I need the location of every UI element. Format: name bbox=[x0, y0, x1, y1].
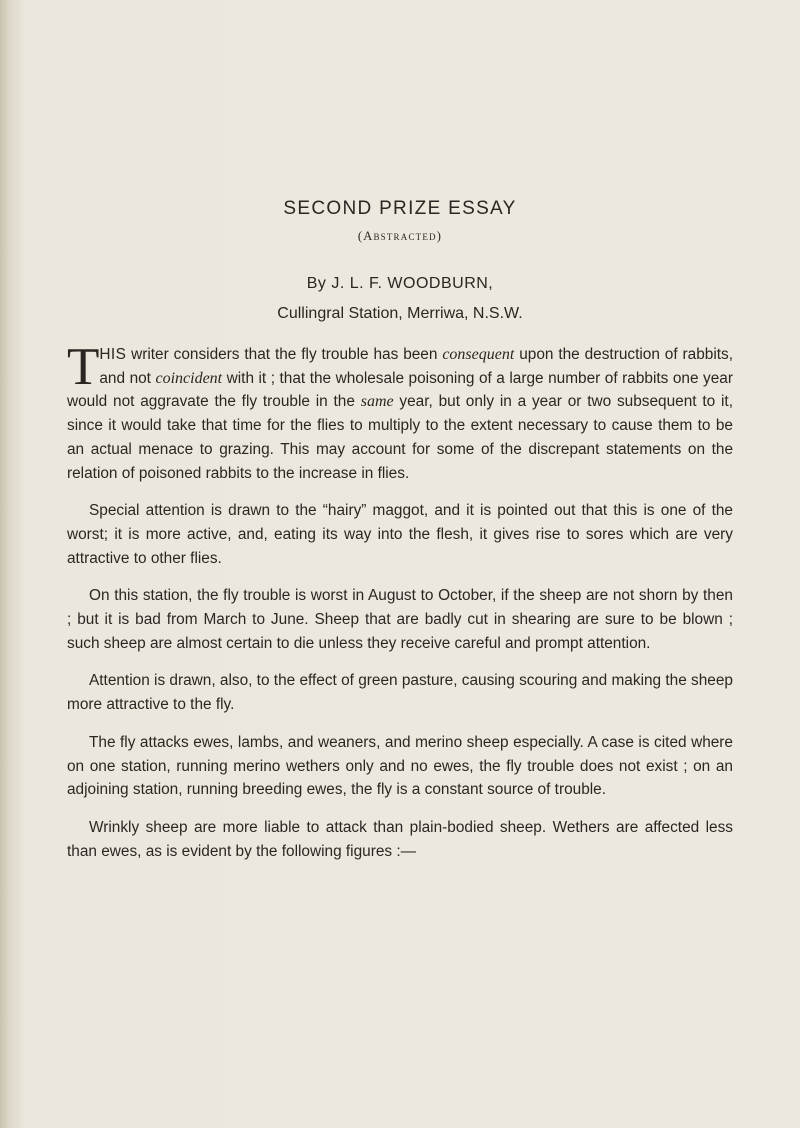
paragraph-1-text-a: writer considers that the fly trouble has been bbox=[126, 346, 443, 363]
author-byline: By J. L. F. WOODBURN, bbox=[306, 275, 494, 292]
paragraph-1 bbox=[67, 338, 733, 485]
paragraph-1-text-d: year, but only in a year or two subsequent to it, since it would take that time for the flies to multiply to the extent necessary to cause them to be an actual menace to grazing. This may account for some of the discrepant statements on the relation of poisoned rabbits to the increase in flies. bbox=[67, 393, 733, 482]
paragraph-6: Wrinkly sheep are more liable to attack than plain-bodied sheep. Wethers are affected less than ewes, as is evident by the following figures :— bbox=[67, 818, 733, 860]
paragraph-1-text-c: with it ; that the wholesale poisoning of a large number of rabbits one year would not aggravate the fly trouble in the bbox=[67, 369, 733, 411]
paragraph-3: On this station, the fly trouble is worst in August to October, if the sheep are not shorn by then ; but it is bad from March to June. Sheep that are badly cut in shearing are sure to be blown ; such sheep are almost certain to die unless they receive careful and prompt attention. bbox=[67, 587, 733, 652]
essay-body bbox=[67, 338, 733, 863]
paragraph-1-caps: HIS bbox=[99, 346, 127, 363]
paragraph-1-text-b: upon the destruction of rabbits, and not bbox=[99, 346, 733, 387]
author-affiliation: Cullingral Station, Merriwa, N.S.W. bbox=[277, 305, 523, 322]
emphasis-consequent: consequent bbox=[442, 346, 515, 363]
emphasis-coincident: coincident bbox=[155, 369, 223, 387]
paragraph-2: Special attention is drawn to the “hairy” maggot, and it is pointed out that this is one of the worst; it is more active, and, eating its way into the flesh, it gives rise to sores which are very attractive to other flies. bbox=[67, 502, 733, 567]
paragraph-5: The fly attacks ewes, lambs, and weaners, and merino sheep especially. A case is cited where on one station, running merino wethers only and no ewes, the fly trouble does not exist ; on an adjoining station, running breeding ewes, the fly is a constant source of trouble. bbox=[67, 733, 733, 799]
drop-cap: T bbox=[67, 338, 98, 396]
emphasis-same: same bbox=[360, 393, 394, 411]
essay-content bbox=[67, 196, 733, 877]
essay-title: SECOND PRIZE ESSAY bbox=[283, 198, 517, 219]
paragraph-4: Attention is drawn, also, to the effect of green pasture, causing scouring and making the sheep more attractive to the fly. bbox=[67, 672, 733, 714]
essay-subtitle: (Abstracted) bbox=[357, 229, 443, 243]
